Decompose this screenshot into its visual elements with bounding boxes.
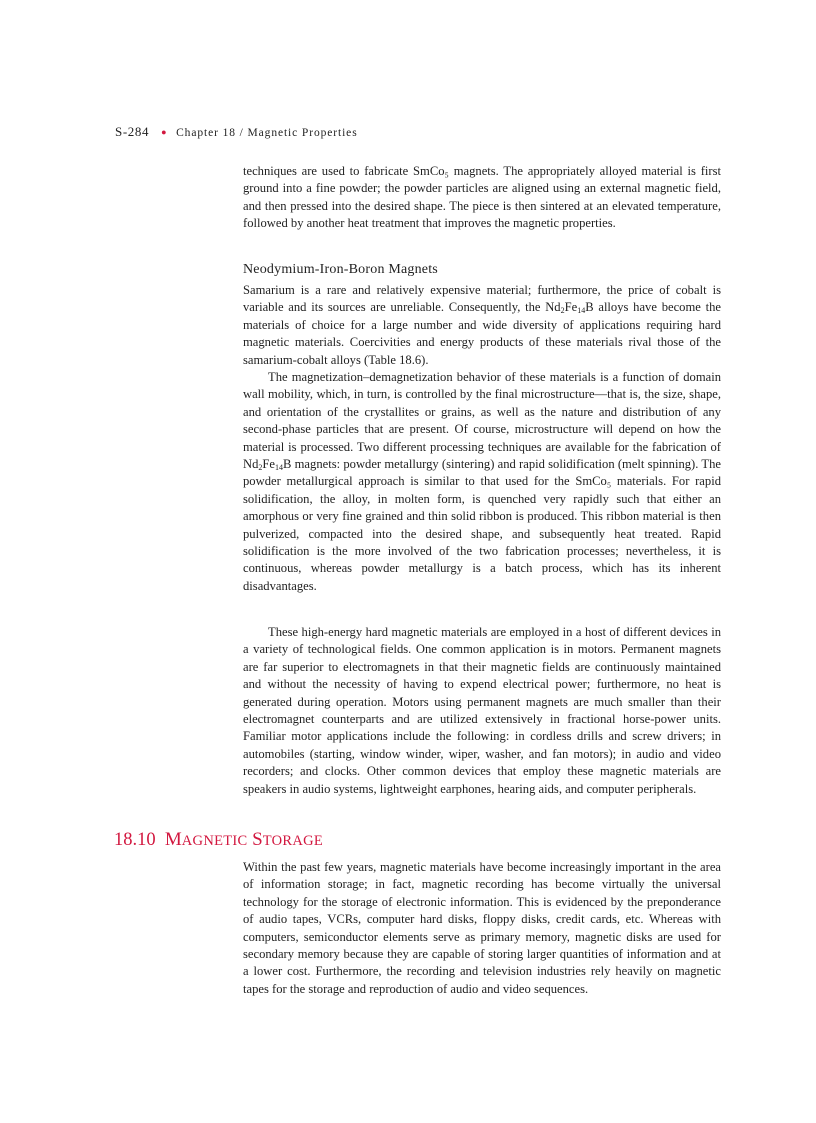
paragraph-applications [243,624,721,798]
page-number: S-284 [115,124,150,139]
paragraph-text: These high-energy hard magnetic materials are employed in a host of different devices in a variety of technological fields. One common application is in motors. Permanent magnets are far superior to electromagnets in that their magnetic fields are continuously maintained and without the necessity of having to expend electrical power; furthermore, no heat is generated during operation. Motors using permanent magnets are much smaller than their electromagnet counterparts and are utilized extensively in fractional horse-power units. Familiar motor applications include the following: in cordless drills and screw drivers; in automobiles (starting, window winder, wiper, washer, and fan motors); in audio and video recorders; and clocks. Other common devices that employ these magnetic materials are speakers in audio systems, lightweight earphones, hearing aids, and computer peripherals. [243,625,721,796]
paragraph-samarium-cobalt-fabrication [243,163,721,233]
paragraph-magnetic-storage [243,859,721,998]
chapter-title: Chapter 18 / Magnetic Properties [176,127,358,139]
paragraph-text: techniques are used to fabricate SmCo₅ magnets. The appropriately alloyed material is first ground into a fine powder; the powder particles are aligned using an external magnetic field, and then pressed into the desired shape. The piece is then sintered at an elevated temperature, followed by another heat treatment that improves the magnetic properties. [243,164,721,231]
paragraph-ndfeb-processing [243,369,721,595]
paragraph-text: Within the past few years, magnetic materials have become increasingly important in the area of information storage; in fact, magnetic recording has become virtually the universal technology for the storage of electronic information. This is evidenced by the preponderance of audio tapes, VCRs, computer hard disks, floppy disks, credit cards, etc. Whereas with computers, semiconductor elements serve as primary memory, magnetic disks are used for secondary memory because they are capable of storing larger quantities of information and at a lower cost. Furthermore, the recording and television industries rely heavily on magnetic tapes for the storage and reproduction of audio and video sequences. [243,860,721,996]
bullet-icon: ● [161,127,168,137]
paragraph-text: Samarium is a rare and relatively expensive material; furthermore, the price of cobalt is variable and its sources are unreliable. Consequently, the $Nd_2Fe_{14}B$ alloys have become the materials of choice for a large number and wide diversity of applications requiring hard magnetic materials. Coercivities and energy products of these materials rival those of the samarium-cobalt alloys (Table 18.6). [243,283,721,367]
paragraph-text: The magnetization–demagnetization behavior of these materials is a function of domain wall mobility, which, in turn, is controlled by the final microstructure—that is, the size, shape, and orientation of the crystallites or grains, as well as the nature and distribution of any second-phase particles that are present. Of course, microstructure will depend on how the material is processed. Two different processing techniques are available for the fabrication of $Nd_2Fe_{14}B$ magnets: powder metallurgy (sintering) and rapid solidification (melt spinning). The powder metallurgical approach is similar to that used for the SmCo₅ materials. For rapid solidification, the alloy, in molten form, is quenched very rapidly such that either an amorphous or very fine grained and thin solid ribbon is produced. This ribbon material is then pulverized, compacted into the desired shape, and subsequently heat treated. Rapid solidification is the more involved of the two fabrication processes; nevertheless, it is continuous, whereas powder metallurgy is a batch process, which has its inherent disadvantages. [243,370,721,593]
paragraph-ndfeb-intro [243,282,721,369]
section-heading: 18.10 MAGNETIC STORAGE [114,829,324,850]
subsection-heading: Neodymium-Iron-Boron Magnets [243,262,438,277]
section-number: 18.10 [114,830,156,850]
running-head [115,124,358,140]
